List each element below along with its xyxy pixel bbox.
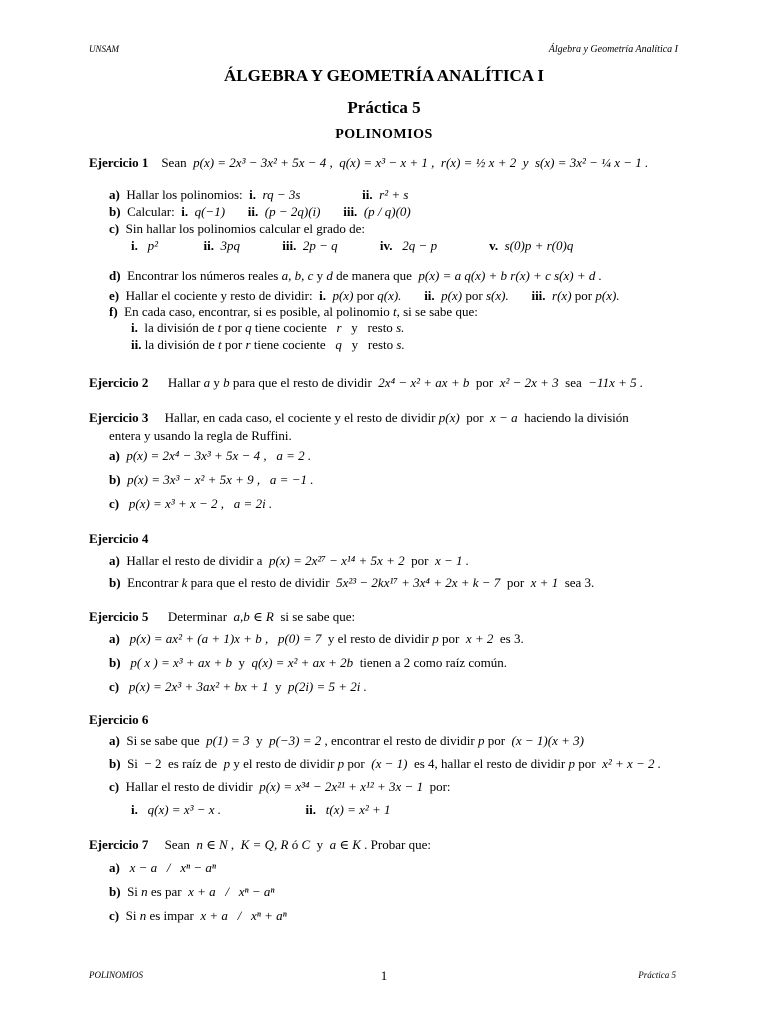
text-line — [109, 187, 408, 203]
footer-left: POLINOMIOS — [89, 970, 143, 980]
header-right: Álgebra y Geometría Analítica I — [548, 44, 678, 55]
exercise-heading: Ejercicio 2 — [89, 375, 149, 390]
text-fragment: ó — [288, 837, 302, 852]
text-fragment: Si — [119, 908, 140, 923]
math-expression: p(x) = 2x³ + 3ax² + bx + 1 — [128, 679, 269, 694]
item-label: c) — [109, 496, 120, 511]
item-label: b) — [109, 884, 121, 899]
math-expression: r — [336, 320, 342, 335]
text-line — [109, 756, 661, 772]
text-fragment: , encontrar el resto de dividir — [321, 733, 478, 748]
item-label: a) — [109, 860, 120, 875]
text-line — [109, 553, 469, 569]
text-fragment — [437, 238, 489, 253]
math-expression: t — [218, 337, 222, 352]
text-fragment: Sean — [148, 837, 197, 852]
text-line — [131, 337, 405, 353]
math-expression: t — [392, 304, 397, 319]
text-fragment: por — [353, 288, 378, 303]
item-label: i. — [131, 802, 138, 817]
text-line — [131, 802, 391, 818]
item-label: c) — [109, 779, 120, 794]
text-fragment — [121, 655, 131, 670]
text-fragment: de manera que — [332, 268, 419, 283]
math-expression: x² − 2x + 3 — [499, 375, 559, 390]
item-label: iv. — [379, 238, 393, 253]
item-label: i. — [131, 320, 138, 335]
item-label: v. — [489, 238, 499, 253]
text-fragment: y — [310, 837, 330, 852]
text-fragment: por: — [423, 779, 451, 794]
math-expression: p — [432, 631, 439, 646]
text-fragment: la división de — [137, 320, 218, 335]
text-line — [109, 655, 507, 671]
math-expression: p(x) = x³⁴ − 2x²¹ + x¹² + 3x − 1 — [259, 779, 424, 794]
math-expression: p — [223, 756, 231, 771]
math-expression: s. — [396, 320, 405, 335]
math-expression: r — [245, 337, 251, 352]
item-label: c) — [109, 679, 120, 694]
text-fragment: por — [344, 756, 372, 771]
text-line — [109, 575, 594, 591]
text-fragment: Hallar el resto de dividir a — [119, 553, 269, 568]
text-fragment: por — [221, 337, 246, 352]
text-line — [109, 221, 365, 237]
math-expression: 2p − q — [296, 238, 338, 253]
item-label: a) — [109, 733, 120, 748]
math-expression: x − a — [490, 410, 518, 425]
text-line — [89, 531, 148, 547]
math-expression: q — [335, 337, 342, 352]
item-label: a) — [109, 553, 120, 568]
text-fragment: Calcular: — [120, 204, 182, 219]
text-fragment: por — [500, 575, 531, 590]
text-fragment: Sean — [148, 155, 194, 170]
text-line — [131, 238, 573, 254]
text-line — [109, 304, 478, 320]
text-line — [89, 410, 629, 426]
text-fragment — [338, 238, 380, 253]
item-label: ii. — [203, 238, 215, 253]
text-fragment: y — [313, 268, 327, 283]
item-label: i. — [319, 288, 326, 303]
math-expression: p(x). — [595, 288, 620, 303]
math-expression: x + 2 — [465, 631, 494, 646]
math-expression: s(x). — [485, 288, 509, 303]
math-expression: n — [139, 908, 147, 923]
text-fragment: por — [462, 288, 486, 303]
item-label: ii. — [362, 187, 373, 202]
exercise-heading: Ejercicio 3 — [89, 410, 149, 425]
item-label: f) — [109, 304, 118, 319]
math-expression: s. — [396, 337, 405, 352]
text-fragment: tiene cociente — [251, 320, 337, 335]
math-expression: p(x) = 2x³ − 3x² + 5x − 4 , q(x) = x³ − x + 1 , r(x) = ½ x + 2 y s(x) = 3x² − ¼ x − 1 . — [193, 155, 649, 170]
text-fragment: Hallar los polinomios: — [119, 187, 250, 202]
text-fragment: En cada caso, encontrar, si es posible, al polinomio — [117, 304, 393, 319]
math-expression: p(x) — [438, 410, 460, 425]
math-expression: x + 1 — [530, 575, 559, 590]
text-fragment: y el resto de dividir — [230, 756, 338, 771]
item-label: i. — [181, 204, 189, 219]
math-expression: p(x) — [332, 288, 354, 303]
math-expression: q(x) = x³ − x . — [147, 802, 222, 817]
exercise-heading: Ejercicio 1 — [89, 155, 149, 170]
item-label: b) — [109, 472, 121, 487]
text-fragment: tiene cociente — [250, 337, 336, 352]
text-fragment: por — [571, 288, 596, 303]
math-expression: (x − 1)(x + 3) — [511, 733, 584, 748]
math-expression: p(1) = 3 — [206, 733, 250, 748]
text-line — [109, 472, 313, 488]
item-label: b) — [109, 655, 121, 670]
math-expression: x + a / xⁿ − aⁿ — [188, 884, 275, 899]
text-fragment: por — [221, 320, 246, 335]
text-line — [109, 733, 584, 749]
text-line — [109, 679, 367, 695]
math-expression: k — [181, 575, 188, 590]
header-left: UNSAM — [89, 44, 119, 54]
exercise-heading: Ejercicio 4 — [89, 531, 149, 546]
text-fragment: . Probar que: — [360, 837, 431, 852]
text-line — [89, 155, 648, 171]
text-fragment: Hallar el cociente y resto de dividir: — [119, 288, 320, 303]
item-label: i. — [249, 187, 256, 202]
text-fragment: es 4, hallar el resto de dividir — [407, 756, 569, 771]
math-expression: b — [223, 375, 230, 390]
item-label: d) — [109, 268, 121, 283]
math-expression: p — [337, 756, 345, 771]
item-label: ii. — [247, 204, 259, 219]
text-line — [109, 631, 524, 647]
math-expression: p(x) = 2x⁴ − 3x³ + 5x − 4 , a = 2 . — [126, 448, 312, 463]
text-line — [109, 860, 216, 876]
math-expression: p(x) = ax² + (a + 1)x + b , p(0) = 7 — [129, 631, 322, 646]
text-fragment: por — [404, 553, 435, 568]
math-expression: x + a / xⁿ + aⁿ — [200, 908, 287, 923]
exercise-heading: Ejercicio 7 — [89, 837, 149, 852]
math-expression: t(x) = x² + 1 — [325, 802, 391, 817]
math-expression: x − 1 . — [434, 553, 469, 568]
math-expression: (x − 1) — [371, 756, 408, 771]
math-expression: n — [141, 884, 148, 899]
text-fragment: por — [438, 631, 466, 646]
text-line — [109, 448, 311, 464]
item-label: a) — [109, 631, 120, 646]
math-expression: d — [326, 268, 333, 283]
text-line — [109, 779, 451, 795]
document-title: ÁLGEBRA Y GEOMETRÍA ANALÍTICA I — [224, 66, 544, 85]
text-fragment: para que el resto de dividir — [229, 375, 379, 390]
math-expression: r² + s — [372, 187, 409, 202]
item-label: iii. — [531, 288, 546, 303]
math-expression: K = Q, R — [240, 837, 289, 852]
text-fragment: la división de — [141, 337, 219, 352]
item-label: b) — [109, 756, 121, 771]
text-fragment — [509, 288, 532, 303]
text-line — [109, 204, 411, 220]
text-line — [109, 268, 602, 284]
math-expression: 3pq — [214, 238, 241, 253]
exercise-heading: Ejercicio 6 — [89, 712, 149, 727]
text-fragment: es impar — [146, 908, 201, 923]
text-fragment: sea — [558, 375, 589, 390]
text-fragment — [300, 187, 362, 202]
math-expression: a,b ∈ R — [233, 609, 274, 624]
math-expression: a, b, c — [281, 268, 314, 283]
text-fragment: es 3. — [493, 631, 524, 646]
text-fragment: entera y usando la regla de Ruffini. — [109, 428, 292, 443]
text-fragment: Si se sabe que — [119, 733, 207, 748]
item-label: c) — [109, 221, 120, 236]
text-fragment — [138, 802, 148, 817]
text-fragment: Hallar, en cada caso, el cociente y el resto de dividir — [148, 410, 439, 425]
text-fragment — [120, 860, 130, 875]
text-fragment: por — [574, 756, 603, 771]
item-label: c) — [109, 908, 120, 923]
page-number: 1 — [380, 968, 388, 983]
item-label: a) — [109, 187, 120, 202]
math-expression: q(−1) — [188, 204, 226, 219]
math-expression: p(x) = 2x²⁷ − x¹⁴ + 5x + 2 — [268, 553, 405, 568]
math-expression: p(2i) = 5 + 2i . — [287, 679, 367, 694]
math-expression: p — [568, 756, 575, 771]
text-fragment: y — [232, 655, 252, 670]
text-fragment — [119, 679, 129, 694]
math-expression: r(x) — [552, 288, 572, 303]
text-fragment: por — [484, 733, 512, 748]
item-label: iii. — [282, 238, 297, 253]
math-expression: C — [301, 837, 311, 852]
math-expression: s(0)p + r(0)q — [498, 238, 574, 253]
item-label: ii. — [305, 802, 317, 817]
text-fragment: , si se sabe que: — [396, 304, 478, 319]
math-expression: a — [203, 375, 211, 390]
math-expression: (p − 2q)(i) — [258, 204, 321, 219]
text-fragment: Si − 2 es raíz de — [120, 756, 224, 771]
text-fragment — [401, 288, 424, 303]
item-label: iii. — [343, 204, 358, 219]
math-expression: p(x) = 3x³ − x² + 5x + 9 , a = −1 . — [127, 472, 314, 487]
math-expression: x − a / xⁿ − aⁿ — [129, 860, 216, 875]
text-fragment: por — [469, 375, 500, 390]
math-expression: p(x) — [441, 288, 463, 303]
math-expression: 2x⁴ − x² + ax + b — [378, 375, 470, 390]
math-expression: p — [477, 733, 485, 748]
text-fragment: y — [249, 733, 270, 748]
math-expression: x² + x − 2 . — [602, 756, 662, 771]
section-heading: POLINOMIOS — [335, 127, 433, 142]
text-fragment: tienen a 2 como raíz común. — [353, 655, 507, 670]
text-line — [131, 320, 404, 336]
text-fragment — [320, 204, 343, 219]
math-expression: p(x) = a q(x) + b r(x) + c s(x) + d . — [418, 268, 602, 283]
item-label: ii. — [131, 337, 142, 352]
text-line — [109, 428, 292, 444]
item-label: ii. — [424, 288, 435, 303]
text-line — [89, 837, 431, 853]
text-fragment: y resto — [341, 320, 397, 335]
text-fragment: Determinar — [148, 609, 234, 624]
text-fragment — [240, 238, 282, 253]
text-fragment: y resto — [341, 337, 397, 352]
text-fragment: es par — [147, 884, 189, 899]
math-expression: p( x ) = x³ + ax + b — [130, 655, 232, 670]
text-line — [89, 609, 355, 625]
item-label: i. — [131, 238, 138, 253]
text-fragment: Encontrar — [120, 575, 182, 590]
math-expression: p² — [137, 238, 159, 253]
text-fragment: Si — [120, 884, 142, 899]
text-line — [89, 375, 643, 391]
text-fragment: Hallar el resto de dividir — [119, 779, 260, 794]
item-label: a) — [109, 448, 120, 463]
text-fragment — [316, 802, 326, 817]
footer-right: Práctica 5 — [638, 970, 676, 980]
math-expression: −11x + 5 . — [588, 375, 644, 390]
text-fragment: y — [210, 375, 224, 390]
text-line — [109, 908, 287, 924]
math-expression: t — [217, 320, 222, 335]
document-subtitle: Práctica 5 — [347, 98, 421, 117]
text-fragment: Encontrar los números reales — [120, 268, 282, 283]
item-label: b) — [109, 575, 121, 590]
text-fragment: y el resto de dividir — [321, 631, 433, 646]
text-fragment — [158, 238, 204, 253]
math-expression: (p / q)(0) — [357, 204, 411, 219]
text-fragment — [221, 802, 306, 817]
math-expression: q — [245, 320, 252, 335]
text-line — [109, 496, 272, 512]
text-fragment — [225, 204, 248, 219]
text-line — [89, 712, 148, 728]
text-fragment: sea 3. — [558, 575, 595, 590]
text-line — [109, 884, 274, 900]
text-fragment: , — [227, 837, 241, 852]
text-fragment — [120, 631, 130, 646]
text-fragment: Hallar — [148, 375, 204, 390]
math-expression: p(x) = x³ + x − 2 , a = 2i . — [128, 496, 273, 511]
text-fragment — [119, 496, 129, 511]
text-fragment: por — [459, 410, 491, 425]
text-fragment: para que el resto de dividir — [187, 575, 337, 590]
math-expression: 5x²³ − 2kx¹⁷ + 3x⁴ + 2x + k − 7 — [336, 575, 501, 590]
item-label: b) — [109, 204, 121, 219]
text-fragment: Sin hallar los polinomios calcular el grado de: — [119, 221, 365, 236]
text-fragment: si se sabe que: — [273, 609, 356, 624]
text-fragment: y — [268, 679, 288, 694]
math-expression: a ∈ K — [329, 837, 361, 852]
text-fragment: haciendo la división — [517, 410, 629, 425]
math-expression: n ∈ N — [196, 837, 228, 852]
item-label: e) — [109, 288, 120, 303]
math-expression: 2q − p — [392, 238, 438, 253]
math-expression: p(−3) = 2 — [269, 733, 322, 748]
math-expression: q(x). — [377, 288, 402, 303]
exercise-heading: Ejercicio 5 — [89, 609, 149, 624]
math-expression: q(x) = x² + ax + 2b — [251, 655, 354, 670]
math-expression: rq − 3s — [256, 187, 301, 202]
text-line — [109, 288, 620, 304]
